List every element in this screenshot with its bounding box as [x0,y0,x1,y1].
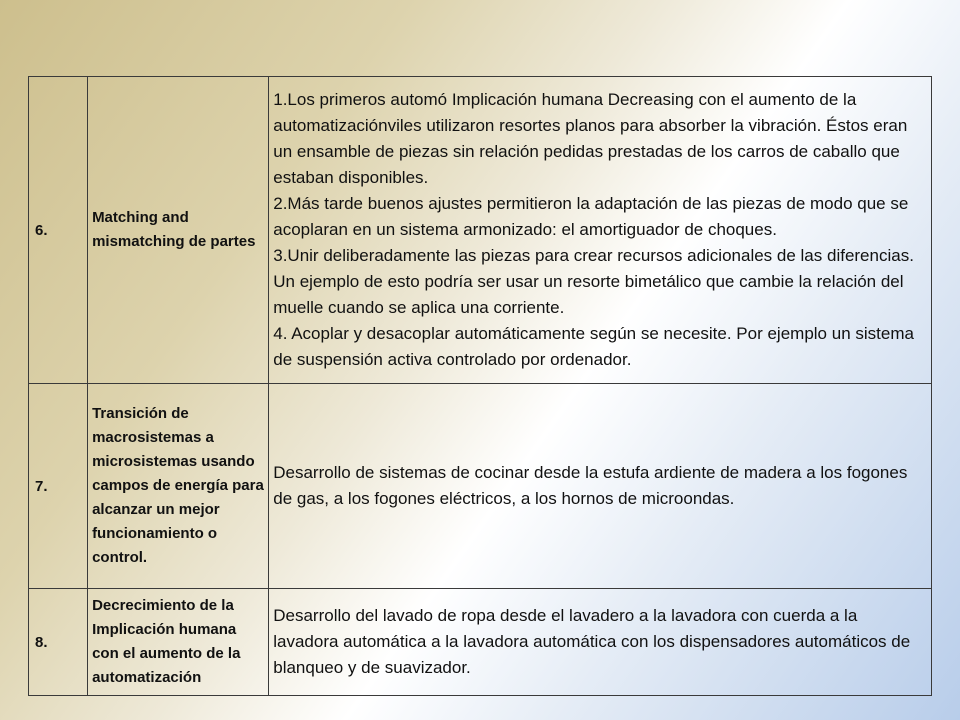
example-description: Desarrollo de sistemas de cocinar desde la estufa ardiente de madera a los fogones de gas, a los fogones eléctricos, a los hornos de microondas. [269,384,932,589]
principle-name: Matching and mismatching de partes [88,77,269,384]
table-row [29,77,932,384]
row-number: 7. [29,384,88,589]
principle-name: Decrecimiento de la Implicación humana con el aumento de la automatización [88,589,269,696]
row-number: 8. [29,589,88,696]
example-paragraph: 4. Acoplar y desacoplar automáticamente según se necesite. Por ejemplo un sistema de suspensión activa controlado por ordenador. [273,324,914,369]
table-row [29,384,932,589]
example-description [269,77,932,384]
example-paragraph: 3.Unir deliberadamente las piezas para crear recursos adicionales de las diferencias. Un ejemplo de esto podría ser usar un resorte bimetálico que cambie la relación del muelle cuando se aplica una corriente. [273,246,914,317]
table-row [29,589,932,696]
example-description: Desarrollo del lavado de ropa desde el lavadero a la lavadora con cuerda a la lavadora automática a la lavadora automática con los dispensadores automáticos de blanqueo y de suavizador. [269,589,932,696]
row-number: 6. [29,77,88,384]
example-paragraph: 2.Más tarde buenos ajustes permitieron la adaptación de las piezas de modo que se acoplaran en un sistema armonizado: el amortiguador de choques. [273,194,909,239]
principles-table [28,76,932,696]
example-paragraph: 1.Los primeros automó Implicación humana Decreasing con el aumento de la automatizaciónviles utilizaron resortes planos para absorber la vibración. Éstos eran un ensamble de piezas sin relación pedidas prestadas de los carros de caballo que estaban disponibles. [273,90,908,187]
principle-name: Transición de macrosistemas a microsistemas usando campos de energía para alcanzar un mejor funcionamiento o control. [88,384,269,589]
